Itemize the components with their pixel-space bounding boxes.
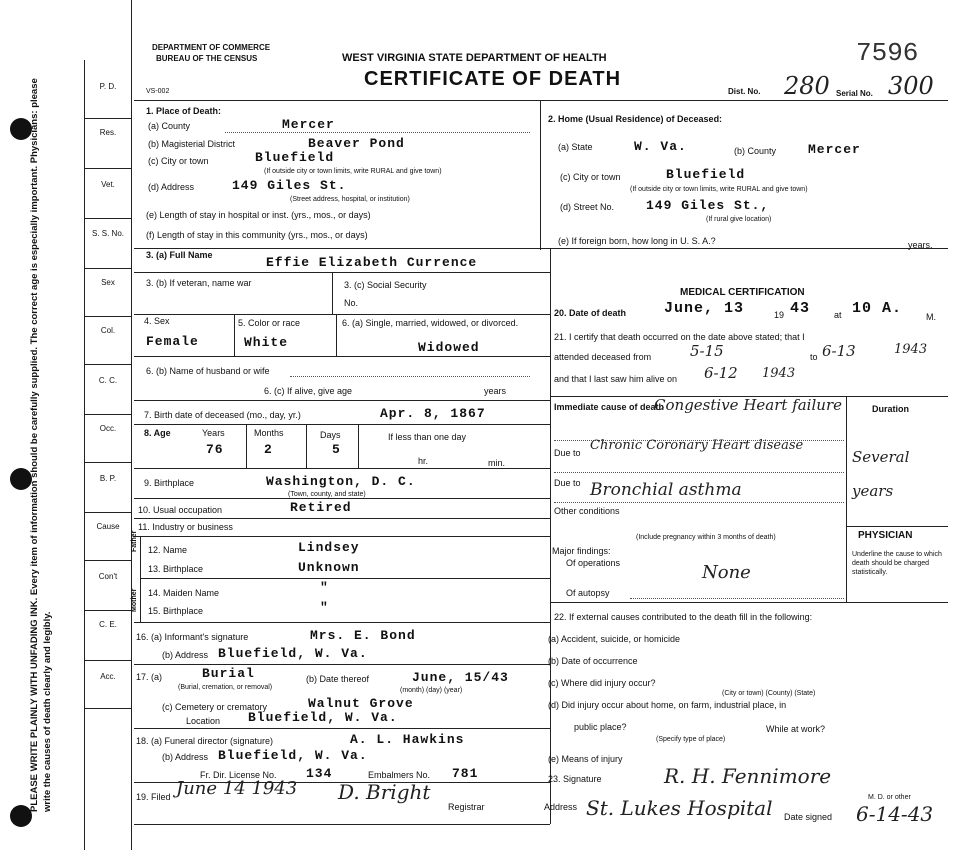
frame-line	[134, 622, 550, 623]
father-name: Lindsey	[298, 540, 360, 555]
margin-code: S. S. No.	[91, 229, 124, 238]
registrar-label: Registrar	[448, 802, 485, 812]
ss-label: 3. (c) Social Security	[344, 280, 427, 290]
months-label: Months	[254, 428, 284, 438]
father-name-label: 12. Name	[148, 545, 188, 555]
margin-divider	[85, 462, 131, 463]
certify-line-2: attended deceased from	[554, 352, 652, 362]
father-bp: Unknown	[298, 560, 360, 575]
sex-label: 4. Sex	[144, 316, 170, 326]
center-divider	[540, 100, 541, 250]
father-bp-label: 13. Birthplace	[148, 564, 204, 574]
margin-divider	[85, 512, 131, 513]
frame-line	[336, 314, 337, 356]
death-time: 10 A.	[852, 300, 903, 317]
dept-label: DEPARTMENT OF COMMERCE	[152, 43, 271, 52]
mother-tag: Mother	[131, 588, 138, 612]
stay-community: (f) Length of stay in this community (yrs., mos., or days)	[146, 230, 368, 240]
county-line	[225, 132, 530, 133]
margin-rule	[131, 0, 132, 850]
res-years: years.	[908, 240, 933, 250]
informant-address: Bluefield, W. Va.	[218, 646, 368, 661]
frame-line	[134, 356, 550, 357]
death-date-label: 20. Date of death	[554, 308, 627, 318]
margin-code: Acc.	[100, 672, 116, 681]
state-dept: WEST VIRGINIA STATE DEPARTMENT OF HEALTH	[342, 52, 607, 64]
frame-line	[246, 424, 247, 468]
mother-name-label: 14. Maiden Name	[148, 588, 220, 598]
residence-label: 2. Home (Usual Residence) of Deceased:	[548, 114, 723, 124]
mother-bp-label: 15. Birthplace	[148, 606, 204, 616]
immediate-cause-label: Immediate cause of death	[554, 402, 665, 412]
frame-line	[846, 526, 948, 527]
autopsy-line	[630, 598, 844, 599]
to-label: to	[810, 352, 818, 362]
margin-code: Cause	[96, 522, 120, 531]
attended-year: 1943	[894, 342, 928, 357]
birthplace-label: 9. Birthplace	[144, 478, 195, 488]
certify-line-1: 21. I certify that death occurred on the date above stated; that I	[554, 332, 805, 342]
frame-line	[134, 664, 550, 665]
margin-code: Sex	[101, 278, 115, 287]
min-label: min.	[488, 458, 506, 468]
place-label: 1. Place of Death:	[146, 106, 222, 116]
margin-code: Con't	[98, 572, 118, 581]
age-days: 5	[332, 442, 341, 457]
death-year: 43	[790, 300, 811, 317]
margin-divider	[85, 610, 131, 611]
marital-label: 6. (a) Single, married, widowed, or divorced.	[342, 318, 519, 328]
frame-line	[550, 602, 948, 603]
margin-code: Occ.	[99, 424, 117, 433]
cause-2: Chronic Coronary Heart disease	[590, 438, 804, 453]
days-label: Days	[320, 430, 341, 440]
margin-code: B. P.	[99, 474, 117, 483]
where-label: (c) Where did injury occur?	[548, 678, 656, 688]
cause-line	[554, 502, 844, 503]
stamp-number: 7596	[856, 38, 919, 68]
mother-name-ditto: "	[320, 580, 329, 595]
res-city-value: Bluefield	[666, 167, 746, 182]
frame-line	[550, 248, 551, 824]
years-label: Years	[202, 428, 225, 438]
funeral-director: A. L. Hawkins	[350, 732, 465, 747]
spouse-label: 6. (b) Name of husband or wife	[146, 366, 270, 376]
last-seen: 6-12	[704, 364, 738, 382]
father-tag: Father	[131, 530, 138, 552]
physician-signature: R. H. Fennimore	[664, 764, 832, 788]
frame-line	[332, 272, 333, 314]
autopsy-label: Of autopsy	[566, 588, 610, 598]
age-months: 2	[264, 442, 273, 457]
burial-note: (Burial, cremation, or removal)	[178, 684, 273, 691]
attended-to: 6-13	[822, 342, 856, 360]
margin-divider	[85, 708, 131, 709]
district-label: (b) Magisterial District	[148, 139, 236, 149]
margin-code: C. C.	[98, 376, 118, 385]
frame-line	[134, 314, 550, 315]
frame-line	[306, 424, 307, 468]
frame-line	[140, 536, 141, 622]
death-year-prefix: 19	[774, 310, 785, 320]
frame-line	[234, 314, 235, 356]
occupation-label: 10. Usual occupation	[138, 505, 223, 515]
lt-day-label: If less than one day	[388, 432, 467, 442]
informant-value: Mrs. E. Bond	[310, 628, 416, 643]
frame-line	[134, 468, 550, 469]
embalmer-value: 781	[452, 766, 479, 781]
deceased-name: Effie Elizabeth Currence	[266, 255, 478, 270]
cemetery-label: (c) Cemetery or crematory	[162, 702, 268, 712]
frame-line	[134, 536, 550, 537]
death-date: June, 13	[664, 300, 745, 317]
at-label: at	[834, 310, 842, 320]
operations-label: Of operations	[566, 558, 621, 568]
operations-value: None	[702, 562, 751, 583]
major-findings-label: Major findings:	[552, 546, 611, 556]
external-intro: 22. If external causes contributed to the death fill in the following:	[554, 612, 813, 622]
frame-line	[140, 578, 550, 579]
vertical-warning: PLEASE WRITE PLAINLY WITH UNFADING INK. Every item of information should be carefully supplied. The correct age is especially important. Physicians: please write the causes of death clearly and legibly.	[29, 78, 53, 812]
funeral-address: Bluefield, W. Va.	[218, 748, 368, 763]
ss-no: No.	[344, 298, 359, 308]
res-county-value: Mercer	[808, 142, 861, 157]
margin-code: P. D.	[99, 82, 117, 91]
cause-line	[554, 472, 844, 473]
frame-line	[134, 518, 550, 519]
res-county-label: (b) County	[734, 146, 777, 156]
res-state-value: W. Va.	[634, 139, 687, 154]
margin-divider	[85, 316, 131, 317]
burial-date: June, 15/43	[412, 670, 509, 685]
burial-label: 17. (a)	[136, 672, 163, 682]
other-conditions-label: Other conditions	[554, 506, 620, 516]
res-street-label: (d) Street No.	[560, 202, 615, 212]
marital-value: Widowed	[418, 340, 480, 355]
sig-address-label: Address	[544, 802, 578, 812]
frame-line	[134, 100, 948, 101]
birthplace-value: Washington, D. C.	[266, 474, 416, 489]
birth-label: 7. Birth date of deceased (mo., day, yr.)	[144, 410, 301, 420]
location-label: Location	[186, 716, 221, 726]
margin-divider	[85, 118, 131, 119]
res-city-label: (c) City or town	[560, 172, 621, 182]
city-note: (If outside city or town limits, write RURAL and give town)	[264, 168, 442, 175]
work-label: While at work?	[766, 724, 826, 734]
frame-line	[846, 396, 847, 602]
county-label: (a) County	[148, 121, 191, 131]
margin-rule	[84, 60, 85, 850]
filed-date: June 14 1943	[176, 778, 298, 799]
industry-label: 11. Industry or business	[138, 522, 233, 532]
due-to-label-1: Due to	[554, 448, 581, 458]
dist-label: Dist. No.	[728, 87, 761, 96]
date-signed-label: Date signed	[784, 812, 833, 822]
occupation-value: Retired	[290, 500, 352, 515]
embalmer-label: Embalmers No.	[368, 770, 431, 780]
margin-code: Res.	[99, 128, 117, 137]
frame-line	[134, 248, 948, 249]
bureau-label: BUREAU OF THE CENSUS	[156, 54, 258, 63]
duration-2: Several years	[852, 448, 910, 500]
address-label: (d) Address	[148, 182, 195, 192]
funeral-address-label: (b) Address	[162, 752, 209, 762]
county-value: Mercer	[282, 117, 335, 132]
margin-code: Vet.	[101, 180, 115, 189]
frame-line	[358, 424, 359, 468]
margin-divider	[85, 560, 131, 561]
sex-value: Female	[146, 334, 199, 349]
dist-value: 280	[784, 72, 830, 100]
res-city-note: (If outside city or town limits, write RURAL and give town)	[630, 186, 808, 193]
margin-divider	[85, 364, 131, 365]
margin-divider	[85, 168, 131, 169]
funeral-label: 18. (a) Funeral director (signature)	[136, 736, 274, 746]
color-value: White	[244, 335, 289, 350]
physician-note: Underline the cause to which death should be charged statistically.	[852, 551, 942, 576]
res-street-value: 149 Giles St.,	[646, 198, 770, 213]
sig-address: St. Lukes Hospital	[586, 796, 773, 820]
alive-years: years	[484, 386, 507, 396]
age-label: 8. Age	[144, 428, 171, 438]
due-to-label-2: Due to	[554, 478, 581, 488]
public-label: public place?	[574, 722, 627, 732]
burial-date-label: (b) Date thereof	[306, 674, 370, 684]
page-title: CERTIFICATE OF DEATH	[364, 68, 622, 90]
birth-value: Apr. 8, 1867	[380, 406, 486, 421]
frame-line	[134, 498, 550, 499]
attended-from: 5-15	[690, 342, 724, 360]
signature-label: 23. Signature	[548, 774, 602, 784]
color-label: 5. Color or race	[238, 318, 301, 328]
city-label: (c) City or town	[148, 156, 209, 166]
form-number: VS-002	[146, 88, 170, 95]
informant-address-label: (b) Address	[162, 650, 209, 660]
margin-divider	[85, 268, 131, 269]
margin-code: C. E.	[99, 620, 117, 629]
address-value: 149 Giles St.	[232, 178, 347, 193]
alive-label: 6. (c) If alive, give age	[264, 386, 353, 396]
filed-label: 19. Filed	[136, 792, 171, 802]
occurrence-label: (b) Date of occurrence	[548, 656, 638, 666]
immediate-cause: Congestive Heart failure	[654, 396, 842, 414]
accident-label: (a) Accident, suicide, or homicide	[548, 634, 681, 644]
margin-divider	[85, 218, 131, 219]
margin-code: Col.	[100, 326, 116, 335]
veteran-label: 3. (b) If veteran, name war	[146, 278, 252, 288]
res-foreign: (e) If foreign born, how long in U. S. A.?	[558, 236, 716, 246]
stay-hospital: (e) Length of stay in hospital or inst. (yrs., mos., or days)	[146, 210, 371, 220]
frame-line	[134, 400, 550, 401]
license-value: 134	[306, 766, 333, 781]
hr-label: hr.	[418, 456, 429, 466]
margin-divider	[85, 414, 131, 415]
last-seen-label: and that I last saw him alive on	[554, 374, 678, 384]
last-seen-year: 1943	[762, 366, 796, 381]
registrar-signature: D. Bright	[338, 780, 431, 804]
informant-label: 16. (a) Informant's signature	[136, 632, 249, 642]
burial-type: Burial	[202, 666, 255, 681]
pregnancy-note: (Include pregnancy within 3 months of death)	[636, 534, 776, 541]
means-label: (e) Means of injury	[548, 754, 623, 764]
serial-label: Serial No.	[836, 89, 873, 98]
frame-line	[134, 424, 550, 425]
duration-label: Duration	[872, 404, 909, 414]
district-value: Beaver Pond	[308, 136, 405, 151]
physician-title: PHYSICIAN	[858, 530, 913, 541]
date-signed: 6-14-43	[856, 802, 934, 826]
license-label: Fr. Dir. License No.	[200, 770, 277, 780]
name-label: 3. (a) Full Name	[146, 250, 213, 260]
city-value: Bluefield	[255, 150, 335, 165]
frame-line	[134, 824, 550, 825]
home-label: (d) Did injury occur about home, on farm, industrial place, in	[548, 700, 787, 710]
res-street-note: (If rural give location)	[706, 216, 772, 223]
age-years: 76	[206, 442, 224, 457]
frame-line	[134, 728, 550, 729]
cause-3: Bronchial asthma	[590, 480, 742, 500]
frame-line	[134, 272, 550, 273]
m-label: M.	[926, 312, 936, 322]
address-note: (Street address, hospital, or institution)	[290, 196, 410, 203]
res-state-label: (a) State	[558, 142, 593, 152]
medical-heading: MEDICAL CERTIFICATION	[680, 287, 805, 298]
md-label: M. D. or other	[868, 794, 911, 801]
location-value: Bluefield, W. Va.	[248, 710, 398, 725]
serial-value: 300	[888, 72, 934, 100]
cemetery-value: Walnut Grove	[308, 696, 414, 711]
public-note: (Specify type of place)	[656, 736, 726, 743]
margin-divider	[85, 660, 131, 661]
burial-date-note: (month) (day) (year)	[400, 687, 463, 694]
birthplace-note: (Town, county, and state)	[288, 491, 366, 498]
mother-bp-ditto: "	[320, 600, 329, 615]
where-note: (City or town) (County) (State)	[722, 690, 816, 697]
spouse-line	[290, 376, 530, 377]
